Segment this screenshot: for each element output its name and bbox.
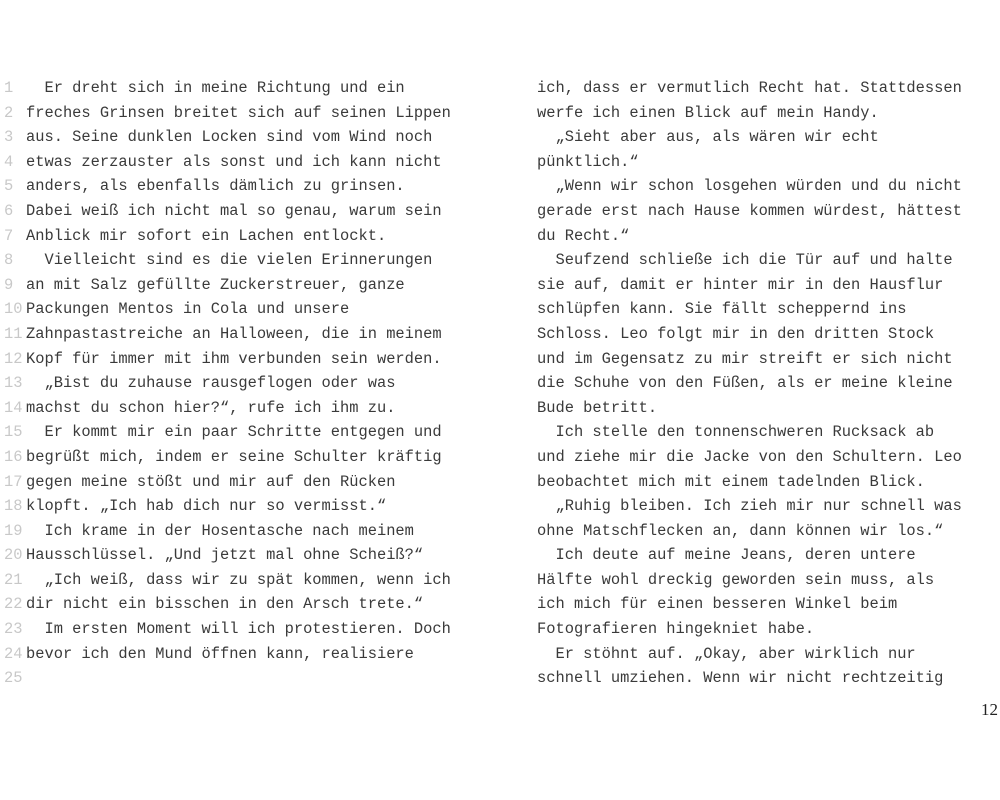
line-text: freches Grinsen breitet sich auf seinen Lippen bbox=[26, 103, 451, 122]
text-line bbox=[4, 371, 494, 396]
text-line bbox=[4, 494, 494, 519]
line-text: Er dreht sich in meine Richtung und ein bbox=[26, 79, 405, 97]
text-line: schnell umziehen. Wenn wir nicht rechtzeitig bbox=[537, 669, 944, 688]
text-line bbox=[4, 617, 494, 642]
text-line bbox=[4, 125, 494, 150]
text-line: Er stöhnt auf. „Okay, aber wirklich nur bbox=[537, 644, 916, 663]
text-line bbox=[4, 470, 494, 495]
line-text: „Ich weiß, dass wir zu spät kommen, wenn ich bbox=[26, 570, 451, 589]
text-line bbox=[4, 347, 494, 372]
text-line: „Sieht aber aus, als wären wir echt bbox=[537, 128, 879, 147]
left-column bbox=[4, 76, 494, 691]
text-line: schlüpfen kann. Sie fällt scheppernd ins bbox=[537, 300, 907, 319]
text-line bbox=[4, 297, 494, 322]
text-line bbox=[4, 642, 494, 667]
line-text: anders, als ebenfalls dämlich zu grinsen. bbox=[26, 177, 405, 196]
text-line: die Schuhe von den Füßen, als er meine kleine bbox=[537, 374, 953, 393]
text-line bbox=[4, 199, 494, 224]
text-line: du Recht.“ bbox=[537, 226, 630, 245]
text-line: Schloss. Leo folgt mir in den dritten Stock bbox=[537, 324, 935, 343]
text-line bbox=[4, 543, 494, 568]
line-number: 17 bbox=[4, 472, 23, 491]
text-line bbox=[4, 420, 494, 445]
text-line bbox=[4, 76, 494, 101]
line-number: 5 bbox=[4, 177, 14, 196]
line-number: 3 bbox=[4, 128, 14, 147]
text-line: „Wenn wir schon losgehen würden und du nicht bbox=[537, 177, 962, 196]
right-column bbox=[537, 76, 999, 691]
line-number: 6 bbox=[4, 201, 14, 220]
text-line: Bude betritt. bbox=[537, 398, 658, 417]
line-number: 7 bbox=[4, 226, 14, 245]
line-number: 11 bbox=[4, 324, 23, 343]
text-line: ich, dass er vermutlich Recht hat. Stattdessen bbox=[537, 79, 962, 97]
line-number: 8 bbox=[4, 251, 14, 270]
text-line: pünktlich.“ bbox=[537, 152, 639, 171]
text-line: werfe ich einen Blick auf mein Handy. bbox=[537, 103, 879, 122]
line-number: 12 bbox=[4, 349, 23, 368]
text-line: und im Gegensatz zu mir streift er sich nicht bbox=[537, 349, 953, 368]
page-number: 12 bbox=[981, 700, 998, 719]
line-number: 10 bbox=[4, 300, 23, 319]
line-number: 16 bbox=[4, 447, 23, 466]
text-line: Ich deute auf meine Jeans, deren untere bbox=[537, 546, 916, 565]
text-line: Seufzend schließe ich die Tür auf und halte bbox=[537, 251, 953, 270]
line-number: 25 bbox=[4, 669, 23, 688]
text-line: „Ruhig bleiben. Ich zieh mir nur schnell was bbox=[537, 497, 962, 516]
text-line: gerade erst nach Hause kommen würdest, hättest bbox=[537, 201, 962, 220]
text-line: Fotografieren hingekniet habe. bbox=[537, 620, 815, 639]
text-line: ich mich für einen besseren Winkel beim bbox=[537, 595, 898, 614]
line-number: 4 bbox=[4, 152, 14, 171]
line-number: 23 bbox=[4, 620, 23, 639]
line-number: 21 bbox=[4, 570, 23, 589]
text-line bbox=[4, 666, 494, 691]
line-text: Im ersten Moment will ich protestieren. Doch bbox=[26, 620, 451, 639]
text-line bbox=[4, 322, 494, 347]
text-line bbox=[4, 248, 494, 273]
line-text: etwas zerzauster als sonst und ich kann nicht bbox=[26, 152, 442, 171]
line-number: 18 bbox=[4, 497, 23, 516]
line-number: 14 bbox=[4, 398, 23, 417]
line-text: Er kommt mir ein paar Schritte entgegen und bbox=[26, 423, 442, 442]
line-text: machst du schon hier?“, rufe ich ihm zu. bbox=[26, 398, 396, 417]
line-text: Hausschlüssel. „Und jetzt mal ohne Scheiß?“ bbox=[26, 546, 424, 565]
line-text: Anblick mir sofort ein Lachen entlockt. bbox=[26, 226, 387, 245]
line-text: dir nicht ein bisschen in den Arsch trete.“ bbox=[26, 595, 424, 614]
line-number: 15 bbox=[4, 423, 23, 442]
line-text: an mit Salz gefüllte Zuckerstreuer, ganze bbox=[26, 275, 405, 294]
text-line bbox=[4, 568, 494, 593]
text-line bbox=[4, 101, 494, 126]
line-number: 9 bbox=[4, 275, 14, 294]
line-text: Dabei weiß ich nicht mal so genau, warum sein bbox=[26, 201, 442, 220]
text-line: Hälfte wohl dreckig geworden sein muss, als bbox=[537, 570, 935, 589]
line-text: Ich krame in der Hosentasche nach meinem bbox=[26, 521, 414, 540]
text-line bbox=[4, 150, 494, 175]
line-text: bevor ich den Mund öffnen kann, realisiere bbox=[26, 644, 414, 663]
text-line bbox=[4, 224, 494, 249]
line-text: Packungen Mentos in Cola und unsere bbox=[26, 300, 350, 319]
text-line bbox=[4, 273, 494, 298]
text-line bbox=[4, 396, 494, 421]
line-text: „Bist du zuhause rausgeflogen oder was bbox=[26, 374, 396, 393]
line-text: begrüßt mich, indem er seine Schulter kräftig bbox=[26, 447, 442, 466]
text-line bbox=[4, 519, 494, 544]
line-number: 20 bbox=[4, 546, 23, 565]
text-line bbox=[4, 592, 494, 617]
text-line bbox=[4, 174, 494, 199]
text-line: und ziehe mir die Jacke von den Schultern. Leo bbox=[537, 447, 962, 466]
line-text: gegen meine stößt und mir auf den Rücken bbox=[26, 472, 396, 491]
line-text: Kopf für immer mit ihm verbunden sein werden. bbox=[26, 349, 442, 368]
line-number: 19 bbox=[4, 521, 23, 540]
line-text: aus. Seine dunklen Locken sind vom Wind noch bbox=[26, 128, 433, 147]
line-number: 1 bbox=[4, 79, 14, 97]
line-number: 2 bbox=[4, 103, 14, 122]
line-text: Vielleicht sind es die vielen Erinnerungen bbox=[26, 251, 433, 270]
text-line: Ich stelle den tonnenschweren Rucksack ab bbox=[537, 423, 935, 442]
line-number: 24 bbox=[4, 644, 23, 663]
line-number: 13 bbox=[4, 374, 23, 393]
line-text: klopft. „Ich hab dich nur so vermisst.“ bbox=[26, 497, 387, 516]
text-line: ohne Matschflecken an, dann können wir los.“ bbox=[537, 521, 944, 540]
text-line: sie auf, damit er hinter mir in den Hausflur bbox=[537, 275, 944, 294]
text-line: beobachtet mich mit einem tadelnden Blick. bbox=[537, 472, 925, 491]
text-line bbox=[4, 445, 494, 470]
line-text: Zahnpastastreiche an Halloween, die in meinem bbox=[26, 324, 442, 343]
line-number: 22 bbox=[4, 595, 23, 614]
